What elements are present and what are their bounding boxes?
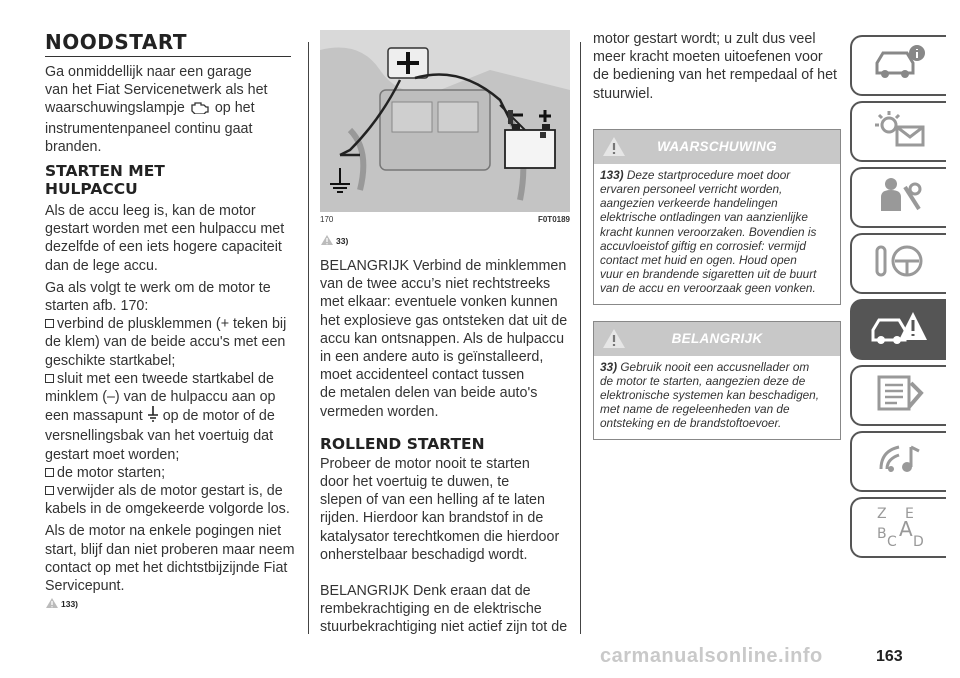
- bullet-icon: [45, 468, 54, 477]
- list-item: verwijder als de motor gestart is, de kabels in de omgekeerde volgorde los.: [45, 483, 290, 518]
- figure-number: 170: [320, 215, 334, 224]
- jumper-cable-figure: [320, 30, 570, 212]
- paragraph: Als de motor na enkele pogingen niet start, blijf dan niet proberen maar neem contact op met het dichtstbijzijnde Fiat Servicepunt.: [45, 523, 295, 595]
- warning-box-header: WAARSCHUWING: [594, 130, 840, 164]
- important-box-body: 33) Gebruik nooit een accusnellader om de motor te starten, aangezien deze de elektronische systemen kan beschadigen, met name de regeleenheden van de ontsteking en de brandstoftoevoer.: [600, 359, 820, 431]
- heading-rule: [45, 56, 291, 57]
- svg-text:D: D: [913, 534, 924, 548]
- watermark: carmanualsonline.info: [600, 645, 823, 667]
- paragraph: BELANGRIJK Denk eraan dat de rembekrachtiging en de elektrische stuurbekrachtiging niet actief zijn tot de: [320, 583, 568, 636]
- chapter-tabs: [850, 35, 946, 563]
- important-box: [593, 321, 841, 440]
- paragraph: Ga als volgt te werk om de motor te starten afb. 170:: [45, 279, 271, 315]
- column-left: [45, 30, 295, 611]
- warning-box: [593, 129, 841, 305]
- paragraph: motor gestart wordt; u zult dus veel meer kracht moeten uitoefenen voor de bediening van het rempedaal of het stuurwiel.: [593, 31, 838, 102]
- safety-icon: [871, 175, 927, 220]
- svg-text:C: C: [887, 534, 897, 548]
- section-heading: NOODSTART: [45, 30, 187, 54]
- svg-text:E: E: [905, 506, 914, 522]
- warning-lights-icon: [871, 109, 927, 154]
- tab-maintenance[interactable]: [850, 365, 946, 426]
- warning-reference[interactable]: 133): [45, 597, 295, 611]
- tab-warning-lights[interactable]: [850, 101, 946, 162]
- important-reference[interactable]: 33): [320, 234, 570, 248]
- column-right: [593, 30, 841, 440]
- figure-caption: [320, 215, 570, 224]
- paragraph: Als de accu leeg is, kan de motor gestart worden met een hulpaccu met dezelfde of een iets hogere capaciteit dan de lege accu.: [45, 203, 285, 274]
- section-heading: ROLLEND STARTEN: [320, 434, 485, 453]
- column-middle: [320, 30, 570, 637]
- svg-text:A: A: [899, 517, 913, 541]
- tab-safety[interactable]: [850, 167, 946, 228]
- tab-key-steering[interactable]: [850, 233, 946, 294]
- tab-multimedia[interactable]: [850, 431, 946, 492]
- bullet-icon: [45, 486, 54, 495]
- svg-text:B: B: [877, 526, 887, 542]
- tab-car-info[interactable]: [850, 35, 946, 96]
- maintenance-icon: [871, 373, 927, 418]
- multimedia-icon: [871, 439, 927, 484]
- figure-code: F0T0189: [537, 215, 570, 224]
- emergency-icon: [869, 306, 929, 353]
- tab-emergency[interactable]: [850, 299, 946, 360]
- page-number: 163: [876, 648, 903, 665]
- warning-triangle-icon: [320, 234, 334, 248]
- important-box-header: BELANGRIJK: [594, 322, 840, 356]
- ground-icon: [147, 406, 159, 427]
- tab-index[interactable]: [850, 497, 946, 558]
- bullet-icon: [45, 374, 54, 383]
- sub-heading: STARTEN MET HULPACCU: [45, 162, 165, 199]
- engine-warning-icon: [189, 100, 211, 119]
- warning-triangle-icon: [602, 136, 626, 162]
- list-item: sluit met een tweede startkabel de minklem (–) van de hulpaccu aan op een massapunt op de motor of de versnellingsbak van het voertuig dat gestart moet worden;: [45, 370, 276, 463]
- list-item: verbind de plusklemmen (+ teken bij de klem) van de beide accu's met een geschikte startkabel;: [45, 316, 287, 369]
- car-info-icon: [871, 43, 927, 88]
- bullet-icon: [45, 319, 54, 328]
- warning-triangle-icon: [45, 597, 59, 611]
- svg-text:Z: Z: [877, 506, 887, 522]
- paragraph: Probeer de motor nooit te starten door het voertuig te duwen, te slepen of van een helling af te laten rijden. Hierdoor kan brandstof in de katalysator terechtkomen die hierdoor onherstelbaar beschadigd wordt.: [320, 455, 560, 563]
- intro-paragraph: Ga onmiddellijk naar een garage van het Fiat Servicenetwerk als het waarschuwingslampje op het instrumentenpaneel continu gaat branden.: [45, 64, 268, 155]
- warning-triangle-icon: [602, 328, 626, 354]
- key-steering-icon: [871, 241, 927, 286]
- warning-box-body: 133) Deze startprocedure moet door ervaren personeel verricht worden, aangezien verkeerde handelingen elektrische ontladingen van aanzienlijke kracht kunnen veroorzaken. Bovendien is accuvloeistof giftig en corrosief: vermijd contact met huid en ogen. Houd open vuur en brandende sigaretten uit de buurt van de accu en veroorzaak geen vonken.: [600, 167, 817, 296]
- list-item: de motor starten;: [45, 464, 295, 482]
- column-divider: [580, 42, 581, 634]
- column-divider: [308, 42, 309, 634]
- paragraph: BELANGRIJK Verbind de minklemmen van de twee accu’s niet rechtstreeks met elkaar: eventuele vonken kunnen het explosieve gas ontsteken dat uit de accu kan ontsnappen. Als de hulpaccu in een andere auto is geïnstalleerd, moet accidenteel contact tussen de metalen delen van beide auto's vermeden worden.: [320, 258, 568, 420]
- index-icon: [871, 502, 927, 553]
